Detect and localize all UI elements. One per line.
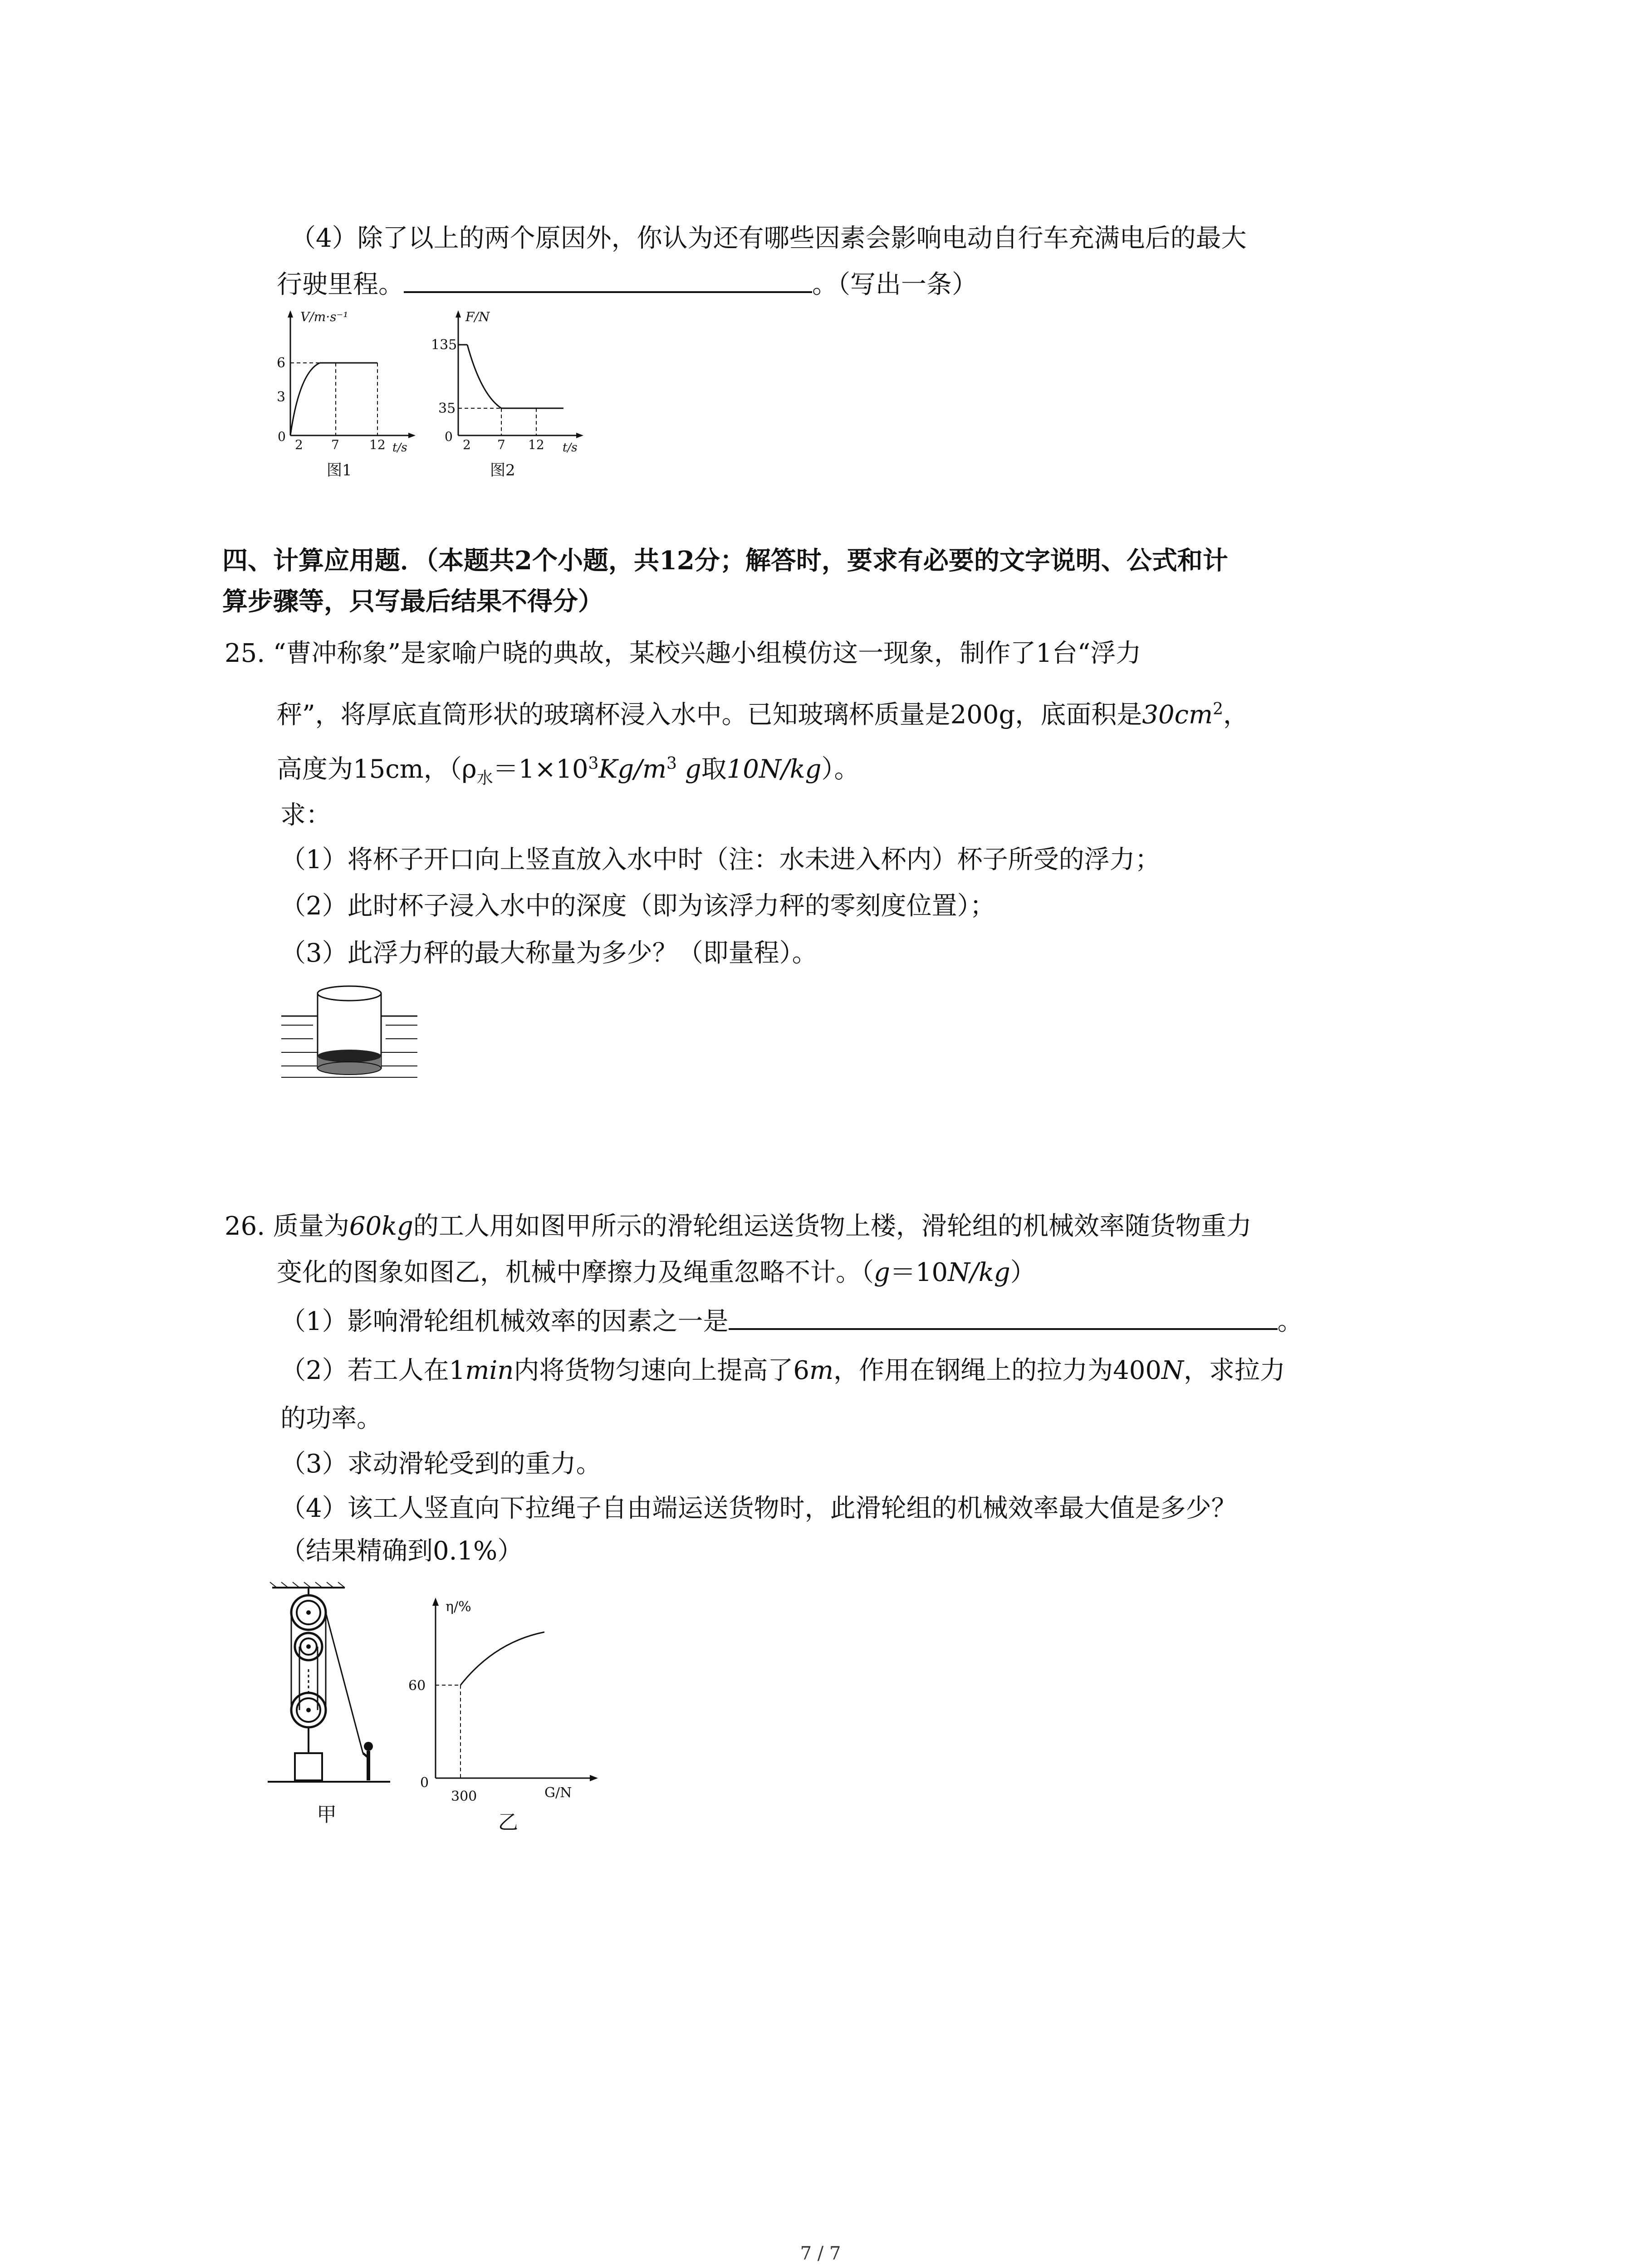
q25-line2-text-b: ，底面积是 [1015,700,1142,730]
q25-line2-text: 秤”，将厚底直筒形状的玻璃杯浸入水中。已知玻璃杯质量是 [277,700,950,730]
efficiency-origin: 0 [420,1775,429,1791]
q26-n-unit: N [1161,1356,1184,1385]
q25-line1-text: 25. “曹冲称象”是家喻户晓的典故，某校兴趣小组模仿这一现象，制作了1台“浮力 [225,639,1141,668]
q25-line2-comma: ， [1223,700,1249,730]
q26-part3-text: （3）求动滑轮受到的重力。 [280,1449,602,1479]
q25-ask [280,799,331,832]
fig1-y-axis-label: V/m·s⁻¹ [300,309,348,324]
q26-part2-text-b: 内将货物匀速向上提高了6 [514,1356,809,1385]
figure-1-vt-graph [272,308,422,490]
q26-part2-line2 [280,1403,382,1435]
q26-min-unit: min [465,1356,514,1385]
q25-line3-end: ）。 [821,754,860,784]
q25-rho-sub: 水 [476,768,493,787]
fig2-x-tick-7: 7 [497,437,505,452]
q26-line2 [277,1256,1036,1289]
q25-base-area-exp: 2 [1213,700,1224,719]
q25-base-area: 30cm [1142,700,1213,730]
q25-part2-text: （2）此时杯子浸入水中的深度（即为该浮力秤的零刻度位置）； [280,891,995,921]
q26-part4-line2 [280,1535,523,1568]
q26-g-unit: N/kg [948,1258,1010,1287]
efficiency-x-axis-label: G/N [544,1785,572,1801]
q25-density-unit: Kg/m [598,754,667,784]
fig1-origin: 0 [278,429,286,444]
q25-part3 [280,937,818,970]
q26-part3 [280,1448,602,1481]
q25-density-unit-exp: 3 [666,754,677,773]
q26-part2-line2-text: 的功率。 [280,1404,382,1433]
pulley-system-figure [268,1579,404,1833]
q26-answer-blank[interactable] [729,1310,1278,1330]
q26-line1-text: 26. 质量为 [225,1212,349,1241]
fig2-x-axis-label: t/s [563,441,578,455]
q25-g-value: 10N/kg [726,754,822,784]
q25-line3-text: 高度为 [277,754,353,784]
q25-line2 [277,693,1249,732]
q26-part2-text-c: ，作用在钢绳上的拉力为400 [833,1356,1161,1385]
fig1-x-tick-7: 7 [331,437,339,452]
section-4-heading-line1 [222,544,1228,577]
fig2-y-tick-135: 135 [431,337,457,353]
q25-take: 取 [701,754,727,784]
q25-line1 [225,637,1141,670]
fig2-caption: 图2 [490,461,515,479]
q26-line1-text-b: 的工人用如图甲所示的滑轮组运送货物上楼，滑轮组的机械效率随货物重力 [413,1212,1252,1241]
fig2-y-axis-label: F/N [465,309,490,324]
fig2-x-tick-2: 2 [463,437,471,452]
q26-line2-text: 变化的图象如图乙，机械中摩擦力及绳重忽略不计。（ [277,1258,874,1287]
fig1-y-tick-6: 6 [277,355,286,371]
q24-line2-suffix: 。（写出一条） [812,270,977,299]
q26-part1-text: （1）影响滑轮组机械效率的因素之一是 [280,1307,729,1336]
fig2-y-tick-35: 35 [438,401,456,416]
q25-ask-text: 求： [280,801,331,830]
q24-line2 [277,269,977,301]
q26-line1 [225,1210,1252,1243]
q24-line1-text: （4）除了以上的两个原因外，你认为还有哪些因素会影响电动自行车充满电后的最大 [290,224,1247,253]
fig2-origin: 0 [445,429,453,444]
efficiency-graph-figure [408,1588,608,1833]
q24-line2-prefix: 行驶里程。 [277,270,404,299]
q26-g-symbol: g [874,1258,890,1287]
cup-in-water-figure [272,975,426,1084]
q26-part2-text: （2）若工人在1 [280,1356,465,1385]
page-number: 7 / 7 [800,2243,841,2264]
section-4-heading-text2: 算步骤等，只写最后结果不得分） [222,587,603,616]
q26-line2-end: ） [1010,1258,1036,1287]
q26-part1 [280,1305,1303,1338]
q26-part2-text-d: ，求拉力 [1183,1356,1285,1385]
efficiency-y-tick-60: 60 [408,1678,426,1694]
q26-g-value: ＝10 [890,1258,948,1287]
q25-part1 [280,844,1161,876]
q24-line1 [290,222,1247,255]
figure-2-ft-graph [431,308,594,490]
q25-part2 [280,890,995,923]
q25-g-symbol: g [676,754,701,784]
q26-part1-end: 。 [1277,1307,1303,1336]
pulley-figure-caption: 甲 [317,1803,337,1826]
fig1-x-tick-12: 12 [369,437,386,452]
q25-rho: ，（ρ [423,754,477,784]
efficiency-graph-caption: 乙 [498,1811,518,1833]
q26-part2 [280,1354,1285,1387]
fig1-caption: 图1 [327,461,352,479]
section-4-heading-text1: 四、计算应用题．（本题共2个小题，共12分；解答时，要求有必要的文字说明、公式和计 [222,546,1228,576]
q26-part4-text: （4）该工人竖直向下拉绳子自由端运送货物时，此滑轮组的机械效率最大值是多少？ [280,1494,1237,1523]
q25-density-value: ＝1×10 [493,754,588,784]
q26-m-unit: m [809,1356,834,1385]
q25-cup-mass: 200g [950,700,1015,730]
q25-line3 [277,748,860,795]
efficiency-x-tick-300: 300 [451,1789,477,1804]
q25-part3-text: （3）此浮力秤的最大称量为多少？（即量程）。 [280,938,818,968]
q25-height: 15cm [353,754,424,784]
section-4-heading-line2 [222,585,603,618]
q26-worker-mass: 60kg [349,1212,413,1241]
fig1-y-tick-3: 3 [277,389,286,405]
efficiency-y-axis-label: η/% [446,1599,471,1615]
q26-part4-line2-text: （结果精确到0.1%） [280,1536,523,1566]
q25-part1-text: （1）将杯子开口向上竖直放入水中时（注：水未进入杯内）杯子所受的浮力； [280,845,1161,875]
q25-density-exp: 3 [588,754,599,773]
fig1-x-axis-label: t/s [392,441,407,455]
q24-answer-blank[interactable] [404,273,812,293]
fig1-x-tick-2: 2 [295,437,303,452]
q26-part4 [280,1492,1237,1525]
fig2-x-tick-12: 12 [528,437,544,452]
